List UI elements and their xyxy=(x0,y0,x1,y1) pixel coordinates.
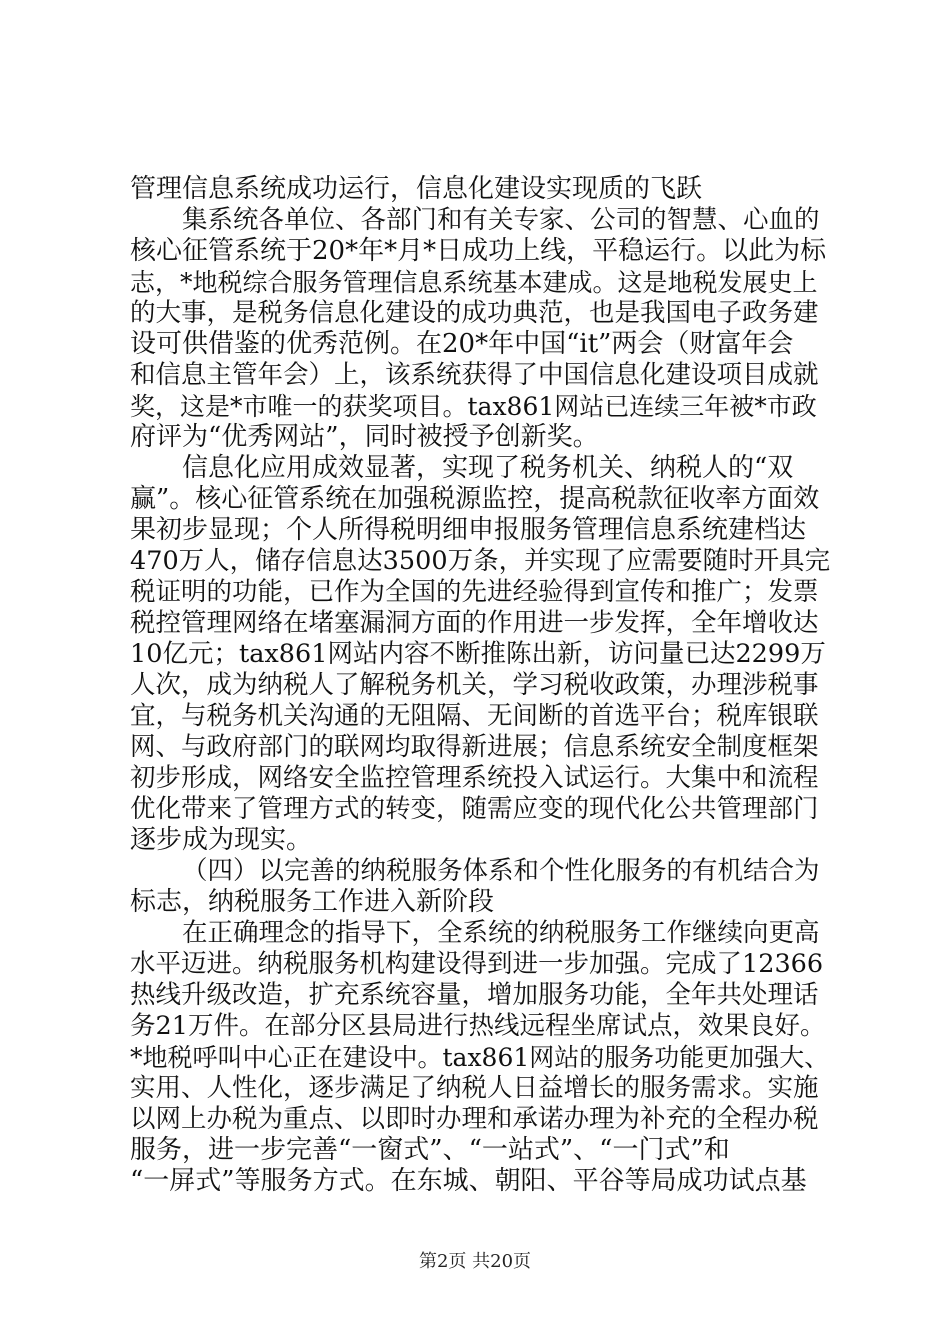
text-line: 和信息主管年会）上，该系统获得了中国信息化建设项目成就 xyxy=(130,360,819,390)
text-line: 核心征管系统于20*年*月*日成功上线，平稳运行。以此为标 xyxy=(130,236,827,266)
text-line: 的大事，是税务信息化建设的成功典范，也是我国电子政务建 xyxy=(130,298,819,328)
text-line: *地税呼叫中心正在建设中。tax861网站的服务功能更加强大、 xyxy=(130,1043,830,1072)
text-line: 税证明的功能，已作为全国的先进经验得到宣传和推广；发票 xyxy=(130,577,819,607)
text-line: 府评为“优秀网站”，同时被授予创新奖。 xyxy=(130,422,599,452)
document-body xyxy=(130,174,830,1197)
text-line: 果初步显现；个人所得税明细申报服务管理信息系统建档达 xyxy=(130,515,807,545)
text-line: 470万人，储存信息达3500万条，并实现了应需要随时开具完 xyxy=(130,546,831,576)
text-line: （四）以完善的纳税服务体系和个性化服务的有机结合为 xyxy=(182,856,820,886)
text-line: 赢”。核心征管系统在加强税源监控，提高税款征收率方面效 xyxy=(130,484,820,514)
page-footer: 第2页 共20页 xyxy=(418,1251,532,1272)
text-line: 奖，这是*市唯一的获奖项目。tax861网站已连续三年被*市政 xyxy=(130,392,817,421)
text-line: 在正确理念的指导下，全系统的纳税服务工作继续向更高 xyxy=(182,918,820,948)
text-line: 信息化应用成效显著，实现了税务机关、纳税人的“双 xyxy=(182,453,794,483)
text-line: 人次，成为纳税人了解税务机关，学习税收政策，办理涉税事 xyxy=(130,670,819,700)
text-line: 税控管理网络在堵塞漏洞方面的作用进一步发挥，全年增收达 xyxy=(130,608,819,638)
text-line: 逐步成为现实。 xyxy=(130,825,313,855)
text-line: 设可供借鉴的优秀范例。在20*年中国“it”两会（财富年会 xyxy=(130,329,794,359)
text-line: 以网上办税为重点、以即时办理和承诺办理为补充的全程办税 xyxy=(130,1104,819,1134)
text-line: 网、与政府部门的联网均取得新进展；信息系统安全制度框架 xyxy=(130,732,819,762)
text-line: 热线升级改造，扩充系统容量，增加服务功能，全年共处理话 xyxy=(130,980,819,1010)
text-line: 集系统各单位、各部门和有关专家、公司的智慧、心血的 xyxy=(182,205,820,235)
text-line: 实用、人性化，逐步满足了纳税人日益增长的服务需求。实施 xyxy=(130,1073,819,1103)
text-line: 服务，进一步完善“一窗式”、“一站式”、“一门式”和 xyxy=(130,1135,730,1165)
text-line: “一屏式”等服务方式。在东城、朝阳、平谷等局成功试点基 xyxy=(130,1166,807,1196)
text-line: 宜，与税务机关沟通的无阻隔、无间断的首选平台；税库银联 xyxy=(130,701,819,731)
text-line: 管理信息系统成功运行，信息化建设实现质的飞跃 xyxy=(130,174,703,204)
text-line: 务21万件。在部分区县局进行热线远程坐席试点，效果良好。 xyxy=(130,1011,826,1041)
text-line: 10亿元；tax861网站内容不断推陈出新，访问量已达2299万 xyxy=(130,639,826,669)
text-line: 标志，纳税服务工作进入新阶段 xyxy=(130,887,495,917)
text-line: 水平迈进。纳税服务机构建设得到进一步加强。完成了12366 xyxy=(130,949,824,979)
text-line: 初步形成，网络安全监控管理系统投入试运行。大集中和流程 xyxy=(130,763,819,793)
text-line: 优化带来了管理方式的转变，随需应变的现代化公共管理部门 xyxy=(130,794,819,824)
text-line: 志，*地税综合服务管理信息系统基本建成。这是地税发展史上 xyxy=(130,268,818,297)
